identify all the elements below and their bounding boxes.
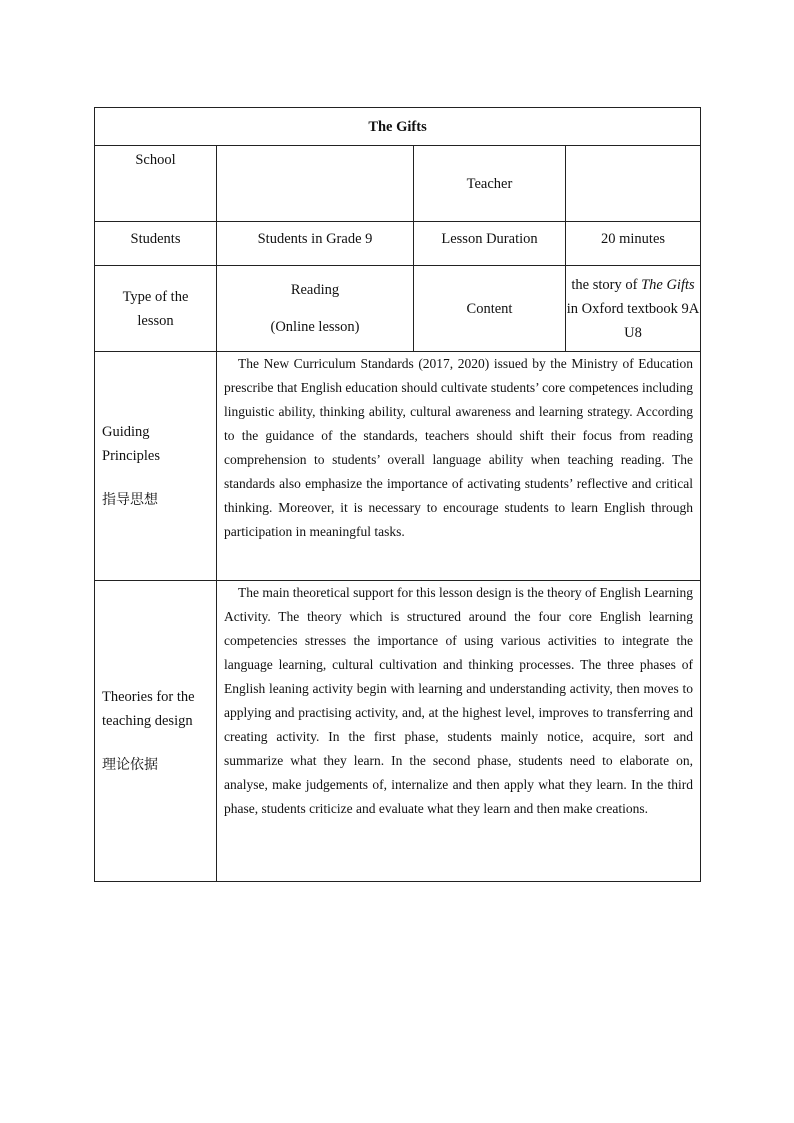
type-label: Type of the lesson xyxy=(122,288,189,329)
content-value-prefix: the story of xyxy=(571,276,642,293)
content-label: Content xyxy=(414,266,566,352)
students-label: Students xyxy=(95,222,217,266)
guiding-text-cell xyxy=(217,352,701,581)
school-label: School xyxy=(95,146,217,222)
duration-value: 20 minutes xyxy=(566,222,701,266)
type-value-line2: (Online lesson) xyxy=(270,319,360,335)
theory-label-en: Theories for the teaching design xyxy=(102,689,195,729)
content-value-suffix: in Oxford textbook 9A U8 xyxy=(566,300,700,341)
theory-text: The main theoretical support for this lesson design is the theory of English Learning Activity. The theory which is structured around the four core English learning competencies stresses the importance of using various activities to integrate the language learning, cultural cultivation and thinking processes. The three phases of English leaning activity begin with learning and understanding activity, then moves to applying and practising activity, and, at the highest level, improves to transferring and creating activity. In the first phase, students mainly notice, acquire, sort and summarize what they learn. In the second phase, students need to elaborate on, analyse, make judgements of, internalize and then apply what they learn. In the third phase, students criticize and evaluate what they learn and then make creations. xyxy=(224,585,694,816)
guiding-label-cn: 指导思想 xyxy=(102,492,158,508)
content-value-italic: The Gifts xyxy=(641,276,695,293)
duration-label: Lesson Duration xyxy=(414,222,566,266)
theory-label-cell xyxy=(95,581,217,882)
content-value-cell xyxy=(566,266,701,352)
theory-text-cell xyxy=(217,581,701,882)
type-label-cell xyxy=(95,266,217,352)
students-value: Students in Grade 9 xyxy=(217,222,414,266)
lesson-plan-table xyxy=(94,107,701,882)
guiding-label-cell xyxy=(95,352,217,581)
school-value xyxy=(217,146,414,222)
type-value-cell xyxy=(217,266,414,352)
teacher-value xyxy=(566,146,701,222)
teacher-label: Teacher xyxy=(414,146,566,222)
guiding-label-en: Guiding Principles xyxy=(102,424,160,464)
table-title: The Gifts xyxy=(95,108,701,146)
guiding-text: The New Curriculum Standards (2017, 2020) issued by the Ministry of Education prescribe that English education should cultivate students’ core competences including linguistic ability, thinking ability, cultural awareness and learning strategy. According to the guidance of the standards, teachers should shift their focus from reading comprehension to students’ overall language ability when teaching reading. The standards also emphasize the importance of activating students’ reflective and critical thinking. Moreover, it is necessary to encourage students to learn English through participation in meaningful tasks. xyxy=(224,356,694,539)
type-value-line1: Reading xyxy=(290,282,340,298)
theory-label-cn: 理论依据 xyxy=(102,757,158,773)
